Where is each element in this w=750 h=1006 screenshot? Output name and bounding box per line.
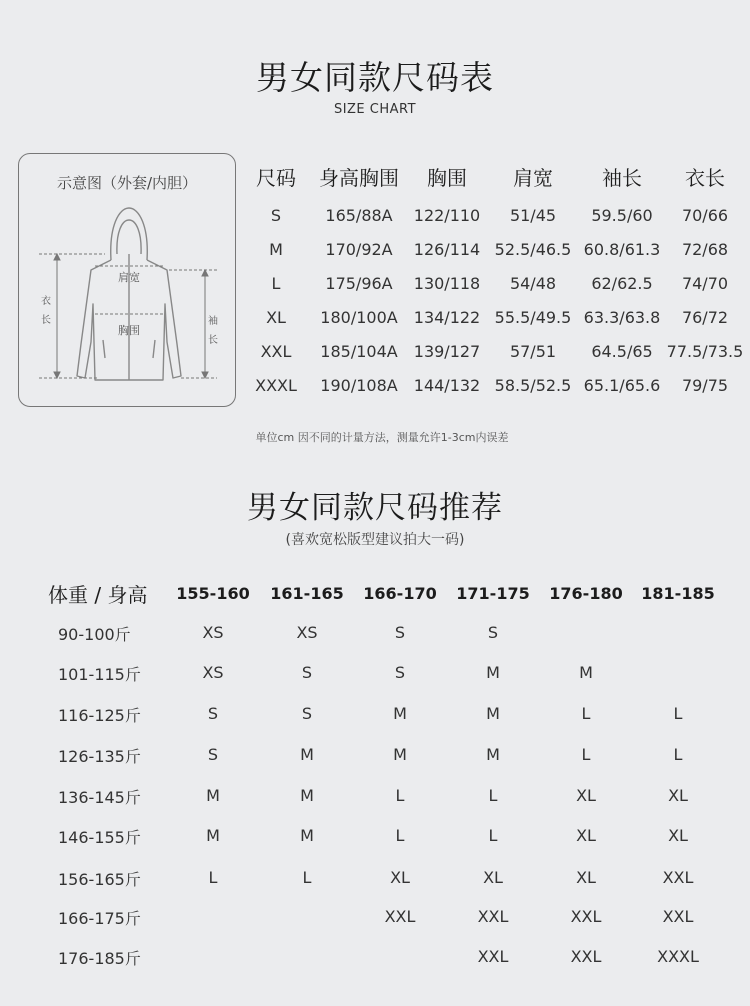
weight-height-header: 体重 / 身高 [48,583,148,607]
size-chart-header: 身高胸围 [319,166,399,190]
size-chart-cell: 52.5/46.5 [494,240,572,259]
recommended-size-cell: L [302,868,312,887]
recommended-size-cell: XXL [570,907,602,926]
size-chart-cell: L [271,274,281,293]
size-chart-cell: 130/118 [413,274,481,293]
recommended-size-cell: S [207,704,219,723]
recommended-size-cell: XXL [477,947,509,966]
recommended-size-cell: M [486,663,500,682]
size-chart-cell: 76/72 [681,308,729,327]
size-chart-cell: 180/100A [320,308,398,327]
weight-range-label: 136-145斤 [58,788,141,807]
recommended-size-cell: XS [296,623,318,642]
size-chart-header: 袖长 [602,166,642,190]
recommended-size-cell: XL [576,786,596,805]
recommended-size-cell: XXL [477,907,509,926]
size-chart-cell: 59.5/60 [591,206,653,225]
measurement-note: 单位cm 因不同的计量方法，测量允许1-3cm内误差 [255,431,509,444]
weight-range-label: 156-165斤 [58,870,141,889]
recommended-size-cell: M [300,826,314,845]
size-chart-cell: XXXL [255,376,297,395]
size-chart-cell: 62/62.5 [591,274,653,293]
recommended-size-cell: M [206,786,220,805]
recommended-size-cell: L [208,868,218,887]
size-chart-cell: M [269,240,283,259]
size-chart-subtitle: SIZE CHART [333,102,417,117]
size-chart-cell: 165/88A [325,206,393,225]
size-chart-cell: 58.5/52.5 [494,376,572,395]
jacket-diagram-panel [18,153,236,407]
recommended-size-cell: XXXL [657,947,699,966]
recommended-size-cell: S [487,623,499,642]
size-chart-title: 男女同款尺码表 [256,58,494,97]
height-range-header: 155-160 [176,584,250,603]
recommended-size-cell: M [300,745,314,764]
size-chart-cell: 54/48 [509,274,557,293]
weight-range-label: 126-135斤 [58,747,141,766]
height-range-header: 171-175 [456,584,530,603]
size-chart-cell: 144/132 [413,376,481,395]
size-chart-cell: 175/96A [325,274,393,293]
size-chart-cell: 185/104A [320,342,398,361]
height-range-header: 161-165 [270,584,344,603]
size-chart-cell: 139/127 [413,342,481,361]
weight-range-label: 176-185斤 [58,949,141,968]
recommended-size-cell: M [486,745,500,764]
recommended-size-cell: S [301,663,313,682]
recommend-title: 男女同款尺码推荐 [247,490,503,526]
recommended-size-cell: XL [390,868,410,887]
weight-range-label: 90-100斤 [58,625,131,644]
size-chart-cell: 65.1/65.6 [583,376,661,395]
size-chart-cell: 60.8/61.3 [583,240,661,259]
recommended-size-cell: M [300,786,314,805]
recommended-size-cell: S [394,663,406,682]
recommended-size-cell: XS [202,663,224,682]
recommended-size-cell: XL [483,868,503,887]
size-chart-header: 肩宽 [513,166,553,190]
recommended-size-cell: M [206,826,220,845]
recommended-size-cell: L [673,745,683,764]
size-chart-header: 衣长 [685,166,725,190]
size-chart-cell: 63.3/63.8 [583,308,661,327]
size-chart-cell: 64.5/65 [591,342,653,361]
recommended-size-cell: M [393,745,407,764]
label-sleeve-2: 长 [208,335,218,346]
weight-range-label: 116-125斤 [58,706,141,725]
size-chart-cell: 79/75 [681,376,729,395]
size-chart-cell: 190/108A [320,376,398,395]
size-chart-cell: 126/114 [413,240,481,259]
size-chart-cell: 122/110 [413,206,481,225]
size-chart-cell: 57/51 [509,342,557,361]
recommended-size-cell: S [207,745,219,764]
recommended-size-cell: L [488,826,498,845]
recommended-size-cell: M [393,704,407,723]
recommended-size-cell: XL [576,868,596,887]
weight-range-label: 146-155斤 [58,828,141,847]
recommended-size-cell: L [395,786,405,805]
height-range-header: 166-170 [363,584,437,603]
jacket-outline-icon [19,154,237,408]
recommended-size-cell: L [395,826,405,845]
weight-range-label: 101-115斤 [58,665,141,684]
recommended-size-cell: M [579,663,593,682]
label-length-1: 衣 [41,296,51,307]
size-chart-cell: 74/70 [681,274,729,293]
label-sleeve-1: 袖 [208,316,218,327]
recommended-size-cell: L [673,704,683,723]
recommended-size-cell: L [581,745,591,764]
recommended-size-cell: XL [668,826,688,845]
size-chart-cell: S [270,206,282,225]
size-chart-cell: 55.5/49.5 [494,308,572,327]
recommended-size-cell: S [301,704,313,723]
size-chart-header: 胸围 [427,166,467,190]
height-range-header: 181-185 [641,584,715,603]
recommended-size-cell: M [486,704,500,723]
size-chart-cell: 134/122 [413,308,481,327]
recommended-size-cell: XS [202,623,224,642]
recommended-size-cell: XXL [662,907,694,926]
size-chart-cell: XL [266,308,286,327]
recommended-size-cell: XXL [662,868,694,887]
label-chest: 胸围 [118,324,140,337]
recommend-subtitle: (喜欢宽松版型建议拍大一码) [285,532,465,548]
size-chart-cell: 77.5/73.5 [666,342,744,361]
size-chart-header: 尺码 [256,166,296,190]
recommended-size-cell: XL [668,786,688,805]
recommended-size-cell: XXL [570,947,602,966]
label-length-2: 长 [41,315,51,326]
recommended-size-cell: L [581,704,591,723]
height-range-header: 176-180 [549,584,623,603]
recommended-size-cell: XL [576,826,596,845]
diagram-title: 示意图（外套/内胆） [56,174,198,192]
label-shoulder: 肩宽 [118,271,140,284]
size-chart-cell: 72/68 [681,240,729,259]
size-chart-cell: 170/92A [325,240,393,259]
recommended-size-cell: S [394,623,406,642]
size-chart-cell: XXL [260,342,292,361]
recommended-size-cell: XXL [384,907,416,926]
size-chart-cell: 70/66 [681,206,729,225]
weight-range-label: 166-175斤 [58,909,141,928]
size-chart-cell: 51/45 [509,206,557,225]
recommended-size-cell: L [488,786,498,805]
